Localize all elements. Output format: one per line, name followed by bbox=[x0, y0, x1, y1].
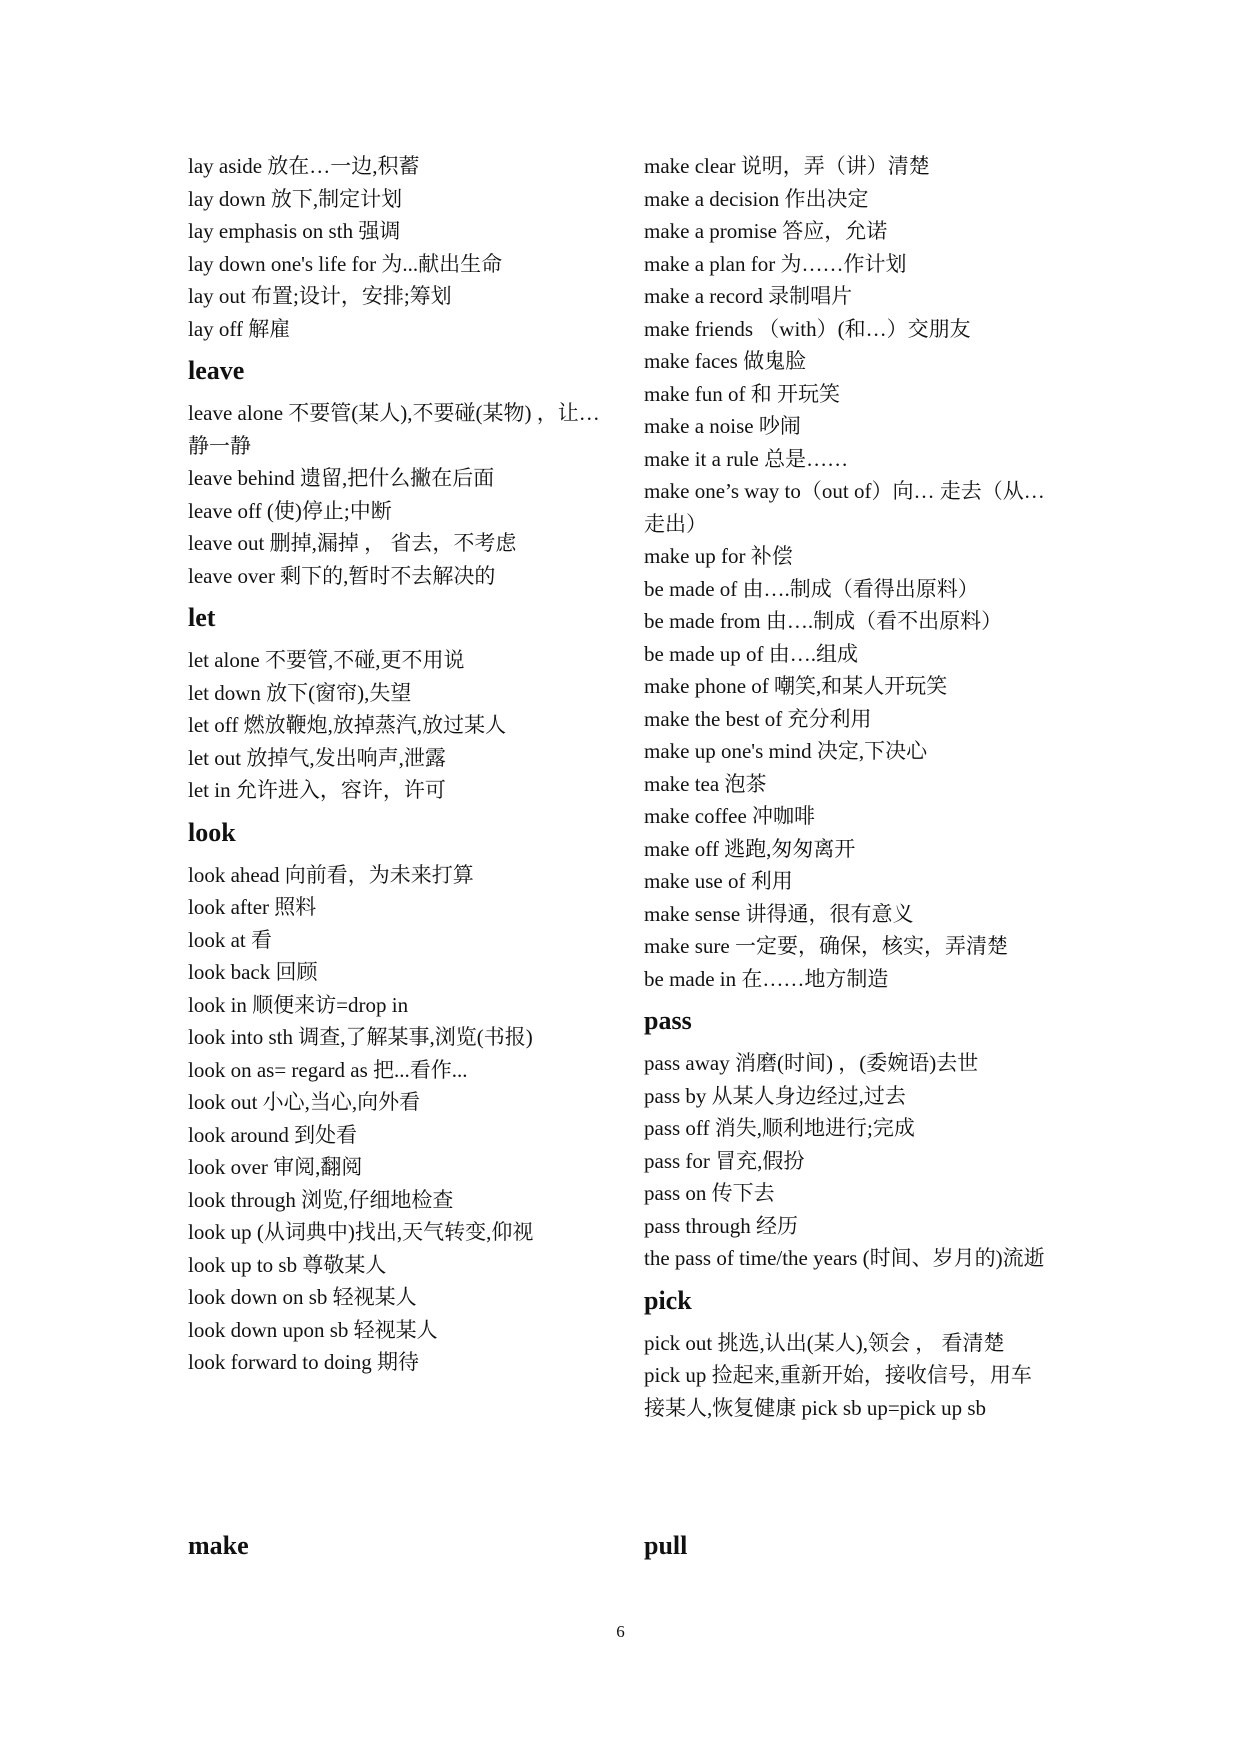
phrase-entry: lay out 布置;设计，安排;筹划 bbox=[188, 284, 452, 308]
phrase-entry: pass for 冒充,假扮 bbox=[644, 1148, 805, 1173]
phrase-entry: look around 到处看 bbox=[188, 1122, 358, 1147]
phrase-entry: pick out 挑选,认出(某人),领会 ， 看清楚 bbox=[644, 1330, 1005, 1355]
phrase-entry: lay off 解雇 bbox=[188, 316, 291, 341]
phrase-entry: look down on sb 轻视某人 bbox=[188, 1285, 417, 1309]
phrase-entry: make friends （with）(和…）交朋友 bbox=[644, 316, 971, 341]
phrase-entry: let down 放下(窗帘),失望 bbox=[188, 680, 412, 705]
phrase-entry: look forward to doing 期待 bbox=[188, 1350, 419, 1374]
phrase-entry: look over 审阅,翻阅 bbox=[188, 1155, 363, 1179]
phrase-entry: pick up 捡起来,重新开始，接收信号，用车 接某人,恢复健康 pick sb up=pick up sb bbox=[644, 1363, 1032, 1420]
section-heading-make: make bbox=[188, 1531, 249, 1560]
page-number: 6 bbox=[616, 1622, 625, 1641]
phrase-entry: look ahead 向前看，为未来打算 bbox=[188, 862, 474, 887]
phrase-entry: make use of 利用 bbox=[644, 869, 793, 893]
phrase-entry: let alone 不要管,不碰,更不用说 bbox=[188, 648, 465, 672]
phrase-entry: be made up of 由….组成 bbox=[644, 641, 859, 666]
section-heading-pass: pass bbox=[644, 1006, 692, 1035]
phrase-entry: the pass of time/the years (时间、岁月的)流逝 bbox=[644, 1246, 1045, 1270]
right-column bbox=[644, 150, 1074, 1424]
section-heading-pull: pull bbox=[644, 1531, 688, 1560]
phrase-entry: look on as= regard as 把...看作... bbox=[188, 1057, 468, 1082]
phrase-entry: make it a rule 总是…… bbox=[644, 446, 849, 471]
phrase-entry: be made of 由….制成（看得出原料） bbox=[644, 576, 979, 601]
phrase-entry: make a noise 吵闹 bbox=[644, 414, 801, 438]
phrase-entry: make coffee 冲咖啡 bbox=[644, 804, 816, 828]
phrase-entry: look out 小心,当心,向外看 bbox=[188, 1090, 421, 1114]
phrase-entry: pass on 传下去 bbox=[644, 1181, 775, 1205]
phrase-entry: make phone of 嘲笑,和某人开玩笑 bbox=[644, 674, 948, 698]
phrase-entry: lay emphasis on sth 强调 bbox=[188, 219, 401, 243]
phrase-entry: look after 照料 bbox=[188, 895, 317, 919]
phrase-entry: make a record 录制唱片 bbox=[644, 284, 853, 308]
phrase-entry: make sense 讲得通，很有意义 bbox=[644, 901, 914, 926]
phrase-entry: leave off (使)停止;中断 bbox=[188, 498, 392, 523]
phrase-entry: let in 允许进入，容许，许可 bbox=[188, 778, 446, 802]
left-column bbox=[188, 150, 618, 1379]
phrase-entry: look up to sb 尊敬某人 bbox=[188, 1252, 387, 1277]
phrase-entry: make one’s way to（out of）向… 走去（从… 走出） bbox=[644, 479, 1045, 536]
phrase-entry: leave out 删掉,漏掉 ， 省去，不考虑 bbox=[188, 531, 517, 555]
phrase-entry: look into sth 调查,了解某事,浏览(书报) bbox=[188, 1025, 533, 1049]
phrase-entry: make tea 泡茶 bbox=[644, 771, 767, 796]
phrase-entry: look through 浏览,仔细地检查 bbox=[188, 1187, 454, 1212]
phrase-entry: be made from 由….制成（看不出原料） bbox=[644, 609, 1003, 633]
phrase-entry: lay down 放下,制定计划 bbox=[188, 186, 403, 211]
phrase-entry: make a decision 作出决定 bbox=[644, 186, 869, 211]
phrase-entry: make up for 补偿 bbox=[644, 544, 793, 568]
phrase-entry: make a plan for 为……作计划 bbox=[644, 251, 907, 276]
phrase-entry: make clear 说明，弄（讲）清楚 bbox=[644, 154, 930, 178]
phrase-entry: look at 看 bbox=[188, 927, 272, 952]
phrase-entry: look back 回顾 bbox=[188, 960, 318, 984]
phrase-entry: lay aside 放在…一边,积蓄 bbox=[188, 154, 420, 178]
phrase-entry: pass through 经历 bbox=[644, 1213, 798, 1238]
phrase-entry: let off 燃放鞭炮,放掉蒸汽,放过某人 bbox=[188, 713, 507, 737]
phrase-entry: pass away 消磨(时间) ，(委婉语)去世 bbox=[644, 1051, 979, 1075]
phrase-entry: leave behind 遗留,把什么撇在后面 bbox=[188, 466, 495, 490]
section-heading-pick: pick bbox=[644, 1285, 692, 1315]
phrase-entry: pass by 从某人身边经过,过去 bbox=[644, 1083, 906, 1108]
phrase-entry: make faces 做鬼脸 bbox=[644, 349, 807, 373]
phrase-entry: make the best of 充分利用 bbox=[644, 706, 872, 731]
phrase-entry: look down upon sb 轻视某人 bbox=[188, 1317, 438, 1342]
phrase-entry: leave alone 不要管(某人),不要碰(某物) ，让… 静一静 bbox=[188, 401, 600, 458]
phrase-entry: make off 逃跑,匆匆离开 bbox=[644, 836, 856, 861]
phrase-entry: make up one's mind 决定,下决心 bbox=[644, 739, 928, 763]
section-heading-let: let bbox=[188, 603, 216, 632]
phrase-entry: lay down one's life for 为...献出生命 bbox=[188, 251, 503, 276]
phrase-entry: be made in 在……地方制造 bbox=[644, 966, 889, 991]
phrase-entry: look up (从词典中)找出,天气转变,仰视 bbox=[188, 1220, 534, 1244]
section-heading-leave: leave bbox=[188, 356, 245, 385]
phrase-entry: make fun of 和 开玩笑 bbox=[644, 381, 840, 406]
phrase-entry: pass off 消失,顺利地进行;完成 bbox=[644, 1116, 915, 1140]
phrase-entry: make sure 一定要，确保，核实，弄清楚 bbox=[644, 934, 1008, 958]
phrase-entry: let out 放掉气,发出响声,泄露 bbox=[188, 745, 446, 770]
section-heading-look: look bbox=[188, 817, 236, 847]
phrase-entry: leave over 剩下的,暂时不去解决的 bbox=[188, 563, 496, 588]
phrase-entry: make a promise 答应，允诺 bbox=[644, 219, 888, 243]
phrase-entry: look in 顺便来访=drop in bbox=[188, 992, 409, 1017]
